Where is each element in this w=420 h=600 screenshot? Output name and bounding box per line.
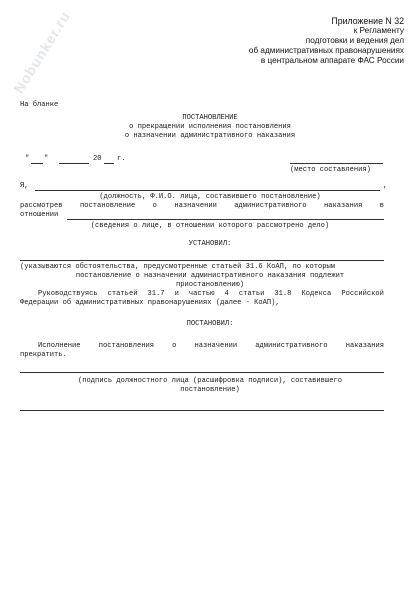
considered-word: рассмотрев (20, 202, 63, 210)
guided-word: статьи (238, 290, 265, 298)
document-subtitle-line: о назначении административного наказания (124, 132, 296, 140)
guided-word: Руководствуясь (38, 290, 98, 298)
guided-word: статьей (107, 290, 138, 298)
guided-word: 4 (224, 290, 229, 298)
considered-word: в (379, 202, 384, 210)
signature-line (20, 372, 384, 373)
signature-caption-line: (подпись должностного лица (расшифровка подписи), составившего (78, 377, 342, 385)
established-heading: УСТАНОВИЛ: (188, 240, 232, 248)
considered-word: административного (234, 202, 307, 210)
appendix-line: Приложение N 32 (331, 16, 404, 26)
resolution-word: административного (255, 342, 328, 350)
signature-caption-line: постановление) (180, 386, 240, 394)
blank-note: На бланке (20, 101, 59, 109)
person-line (67, 219, 384, 220)
guided-line (38, 290, 384, 299)
guided-word: 31.8 (274, 290, 292, 298)
person-caption: (сведения о лице, в отношении которого рассмотрено дело) (90, 222, 330, 230)
resolved-heading: ПОСТАНОВИЛ: (186, 320, 234, 328)
resolution-word: постановления (98, 342, 155, 350)
guided-word: Российской (341, 290, 384, 298)
date-month-line (59, 163, 89, 164)
bottom-rule (20, 410, 384, 411)
date-year-line (104, 163, 114, 164)
date-day-line (31, 163, 43, 164)
regarding-label: отношении (20, 211, 59, 219)
official-name-line (35, 190, 380, 191)
i-label: Я, (20, 182, 29, 190)
resolution-word: Исполнение (38, 342, 81, 350)
comma: , (383, 182, 388, 190)
date-quote-close: " (44, 155, 49, 163)
considered-line (20, 202, 384, 211)
date-quote-open: " (25, 155, 30, 163)
guided-word: 31.7 (147, 290, 165, 298)
position-caption: (должность, Ф.И.О. лица, составившего постановление) (99, 193, 321, 201)
date-year-prefix: 20 (93, 155, 102, 163)
appendix-line: к Регламенту (353, 26, 404, 35)
circumstances-caption-line: постановление о назначении административного наказания подлежит (75, 272, 345, 280)
circumstances-caption-line: (указываются обстоятельства, предусмотренные статьей 31.6 КоАП, по которым (20, 263, 336, 271)
place-caption: (место составления) (290, 166, 371, 174)
guided-line-2: Федерации об административных правонарушениях (далее - КоАП), (20, 299, 280, 307)
document-title: ПОСТАНОВЛЕНИЕ (182, 114, 238, 122)
resolution-line-2: прекратить. (20, 351, 67, 359)
appendix-line: в центральном аппарате ФАС России (260, 56, 404, 65)
circumstances-line (20, 260, 384, 261)
considered-word: о (152, 202, 157, 210)
considered-word: постановление (79, 202, 136, 210)
document-subtitle-line: о прекращении исполнения постановления (129, 123, 291, 131)
appendix-line: об административных правонарушениях (248, 46, 404, 55)
guided-word: Кодекса (301, 290, 332, 298)
resolution-line (38, 342, 384, 351)
circumstances-caption-line: приостановлению) (175, 281, 245, 289)
appendix-line: подготовки и ведения дел (305, 36, 404, 45)
place-line (290, 163, 383, 164)
guided-word: и (174, 290, 179, 298)
resolution-word: наказания (345, 342, 384, 350)
appendix-header (249, 16, 404, 66)
date-year-suffix: г. (117, 155, 126, 163)
resolution-word: о (172, 342, 177, 350)
considered-word: назначении (174, 202, 217, 210)
guided-word: частью (188, 290, 215, 298)
considered-word: наказания (324, 202, 363, 210)
resolution-word: назначении (194, 342, 238, 350)
watermark: Nobunker.ru (10, 8, 74, 96)
